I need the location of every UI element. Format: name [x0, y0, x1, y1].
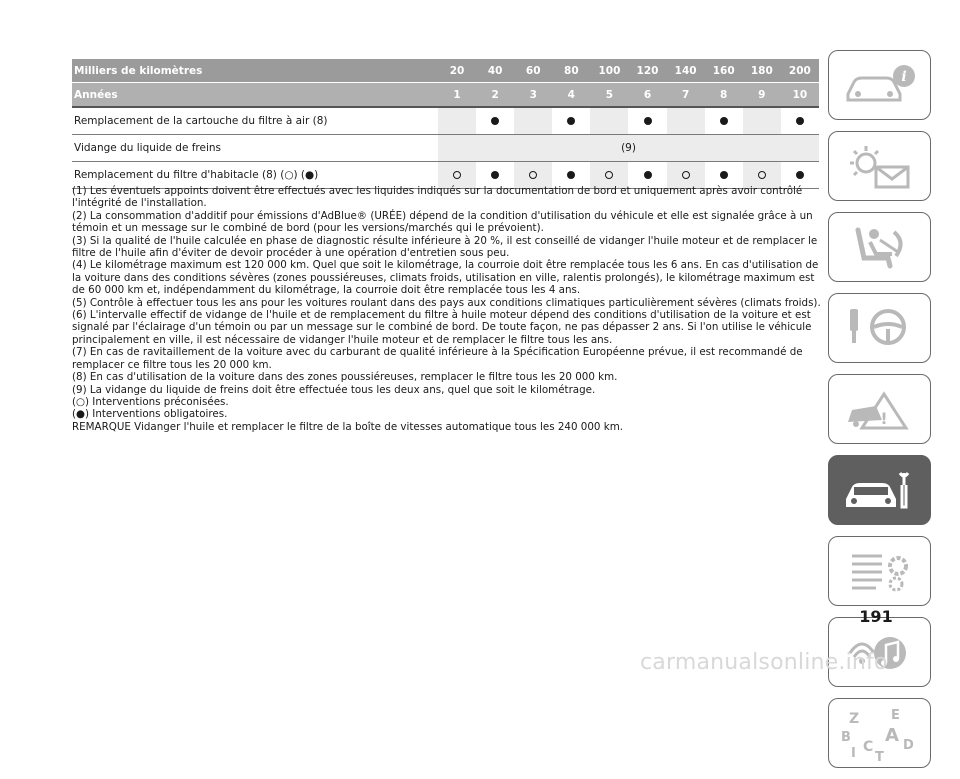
schedule-cell: [438, 108, 476, 134]
header-years-label: Années: [74, 88, 118, 101]
index-letter: B: [840, 730, 851, 745]
index-letter: Z: [848, 711, 859, 727]
year-cell: 7: [681, 88, 690, 101]
page-number: 191: [859, 607, 893, 626]
tab-accident[interactable]: [828, 374, 931, 444]
mandatory-dot-icon: [567, 171, 575, 179]
schedule-cell: [667, 108, 705, 134]
footnote: (8) En cas d'utilisation de la voiture dans des zones poussiéreuses, remplacer le filtre tous les 20 000 km.: [72, 371, 618, 384]
year-cell: 8: [720, 88, 728, 101]
technical-data-icon: [840, 546, 920, 596]
tab-seat-airbag[interactable]: [828, 212, 931, 282]
year-cell: 2: [491, 88, 499, 101]
brake-fluid-note-ref: (9): [438, 135, 819, 161]
km-cell: 120: [636, 64, 659, 77]
tab-car-info[interactable]: [828, 50, 931, 120]
tab-warning-lights[interactable]: [828, 131, 931, 201]
key-steering-icon: [840, 303, 920, 353]
schedule-cell: [476, 108, 514, 134]
row-label: Vidange du liquide de freins: [74, 142, 222, 154]
seat-airbag-icon: [840, 222, 920, 272]
km-cell: 100: [598, 64, 621, 77]
mandatory-dot-icon: [796, 117, 804, 125]
year-cell: 3: [529, 88, 537, 101]
header-row-km: [72, 59, 819, 82]
year-cell: 1: [453, 88, 461, 101]
footnote: (4) Le kilométrage maximum est 120 000 km. Quel que soit le kilométrage, la courroie doit être remplacée tous les 6 ans. En cas d'utilisation de la voiture dans des conditions sévères (zones poussiéreuses, climats froids, utilisation en ville, ralentis prolongés), le kilométrage maximum est de 60 000 km et, indépendamment du kilométrage, la courroie doit être remplacée tous les 4 ans.: [72, 259, 819, 297]
km-cell: 40: [487, 64, 503, 77]
km-cell: 60: [525, 64, 541, 77]
footnote: (9) La vidange du liquide de freins doit être effectuée tous les deux ans, quel que soit le kilométrage.: [72, 383, 596, 396]
footnote: (●) Interventions obligatoires.: [72, 408, 228, 421]
warning-lights-icon: [840, 141, 920, 191]
footnote: (1) Les éventuels appoints doivent être effectués avec les liquides indiqués sur la documentation de bord et uniquement après avoir contrôlé l'intégrité de l'installation.: [72, 185, 803, 210]
index-icon: [835, 703, 925, 763]
schedule-cell: [628, 108, 666, 134]
index-letter: I: [850, 746, 856, 761]
schedule-cell: [552, 108, 590, 134]
car-info-icon: [840, 60, 920, 110]
row-label: Remplacement de la cartouche du filtre à air (8): [74, 115, 328, 127]
schedule-cell: [514, 108, 552, 134]
recommended-circle-icon: [453, 171, 461, 179]
row-label: Remplacement du filtre d'habitacle (8) (○) (●): [74, 169, 319, 181]
header-row-years: [72, 82, 819, 106]
schedule-cell: [743, 108, 781, 134]
year-cell: 6: [643, 88, 652, 101]
footnote: (5) Contrôle à effectuer tous les ans pour les voitures roulant dans des pays aux conditions climatiques particulièrement sévères (climats froids).: [72, 296, 821, 309]
schedule-cell: [590, 108, 628, 134]
footnote: (6) L'intervalle effectif de vidange de l'huile et de remplacement du filtre à huile moteur dépend des conditions d'utilisation de la voiture et est signalé par l'éclairage d'un témoin ou par un message sur le combiné de bord. De toute façon, ne pas dépasser 2 ans. Si l'on utilise le véhicule principalement en ville, il est nécessaire de vidanger l'huile moteur et de remplacer le filtre tous les ans.: [72, 309, 812, 346]
table-body: [72, 106, 819, 189]
mandatory-dot-icon: [720, 171, 728, 179]
tab-technical-data[interactable]: [828, 536, 931, 606]
index-letter: A: [884, 725, 899, 746]
accident-icon: [840, 384, 920, 434]
km-cell: 140: [674, 64, 697, 77]
row-marks: [438, 108, 819, 134]
km-cell: 160: [712, 64, 735, 77]
tab-index[interactable]: [828, 698, 931, 768]
schedule-cell: [781, 108, 819, 134]
mandatory-dot-icon: [644, 117, 652, 125]
year-cell: 5: [605, 88, 614, 101]
recommended-circle-icon: [529, 171, 537, 179]
recommended-circle-icon: [682, 171, 690, 179]
tab-key-steering[interactable]: [828, 293, 931, 363]
table-row: [72, 108, 819, 135]
recommended-circle-icon: [605, 171, 613, 179]
watermark: carmanualsonline.info: [640, 650, 888, 675]
index-letter: E: [890, 708, 900, 723]
tab-car-maintenance[interactable]: [828, 455, 931, 525]
footnotes: [72, 185, 822, 433]
km-cell: 180: [750, 64, 773, 77]
recommended-circle-icon: [758, 171, 766, 179]
year-cell: 4: [567, 88, 575, 101]
mandatory-dot-icon: [567, 117, 575, 125]
schedule-cell: [705, 108, 743, 134]
km-cell: 200: [788, 64, 811, 77]
year-cell: 9: [758, 88, 766, 101]
index-letter: D: [902, 738, 914, 753]
index-letter: T: [874, 750, 884, 763]
mandatory-dot-icon: [491, 171, 499, 179]
index-letter: C: [862, 739, 873, 755]
svg-text:!: !: [879, 409, 888, 428]
car-maintenance-icon: [840, 465, 920, 515]
table-row: [72, 135, 819, 162]
mandatory-dot-icon: [796, 171, 804, 179]
footnote: (○) Interventions préconisées.: [72, 395, 229, 408]
km-cell: 20: [449, 64, 465, 77]
mandatory-dot-icon: [720, 117, 728, 125]
footnote: REMARQUE Vidanger l'huile et remplacer le filtre de la boîte de vitesses automatique tous les 240 000 km.: [72, 420, 623, 433]
header-km-label: Milliers de kilomètres: [74, 64, 203, 77]
year-cell: 10: [792, 88, 808, 101]
footnote: (3) Si la qualité de l'huile calculée en phase de diagnostic résulte inférieure à 20 %, il est conseillé de vidanger l'huile moteur et de remplacer le filtre de l'huile afin d'éviter de devoir procéder à une opération d'entretien sous peu.: [72, 234, 818, 260]
mandatory-dot-icon: [644, 171, 652, 179]
svg-text:i: i: [900, 69, 907, 85]
footnote: (7) En cas de ravitaillement de la voiture avec du carburant de qualité inférieure à la Spécification Européenne prévue, il est recommandé de remplacer ce filtre tous les 20 000 km.: [72, 346, 803, 371]
km-cell: 80: [564, 64, 579, 77]
footnote: (2) La consommation d'additif pour émissions d'AdBlue® (URÉE) dépend de la condition d'utilisation du véhicule et elle est signalée grâce à un témoin et un message sur le combiné de bord (pour les versions/marchés qui le prévoient).: [72, 209, 813, 235]
mandatory-dot-icon: [491, 117, 499, 125]
maintenance-table: [72, 59, 819, 189]
